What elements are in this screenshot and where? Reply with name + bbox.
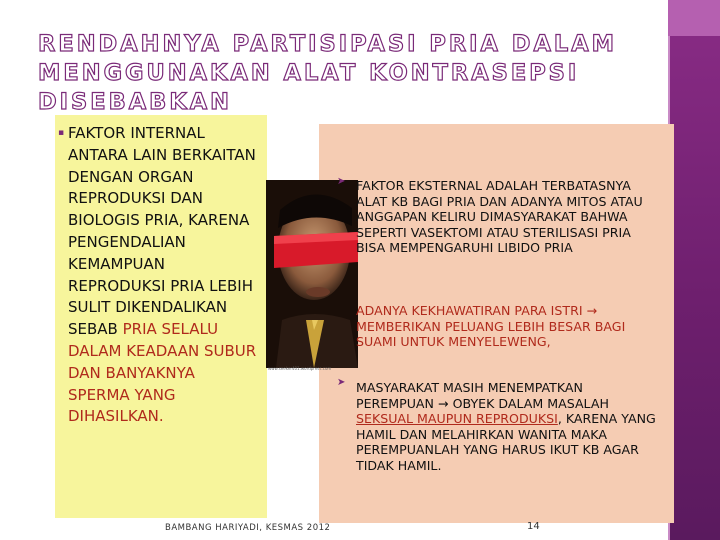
photo-caption: www.seeker401.wordpress.com (268, 366, 332, 371)
arrow-icon: → (586, 303, 598, 318)
square-bullet-icon: ▪ (58, 128, 65, 138)
left-text-main: FAKTOR INTERNAL ANTARA LAIN BERKAITAN DENGAN ORGAN REPRODUKSI DAN BIOLOGIS PRIA, KARENA PENGENDALIAN KEMAMPUAN REPRODUKSI PRIA LEBIH SULIT DIKENDALIKAN SEBAB (68, 124, 256, 339)
right-item-2 (356, 303, 656, 350)
slide-title: RENDAHNYA PARTISIPASI PRIA DALAM MENGGUNAKAN ALAT KONTRASEPSI DISEBABKAN (38, 31, 618, 115)
arrow-bullet-icon: ➤ (337, 176, 346, 187)
decorative-sidebar (668, 0, 720, 540)
right-item-2-a: ADANYA KEKHAWATIRAN PARA ISTRI (356, 303, 583, 318)
right-item-3-b: OBYEK DALAM MASALAH (452, 395, 609, 411)
blindfolded-man-photo (266, 180, 358, 368)
right-item-1: FAKTOR EKSTERNAL ADALAH TERBATASNYA ALAT KB BAGI PRIA DAN ADANYA MITOS ATAU ANGGAPAN KELIRU DIMASYARAKAT BAHWA SEPERTI VASEKTOMI ATAU STERILISASI PRIA BISA MEMPENGARUHI LIBIDO PRIA (356, 178, 643, 255)
footer-author: BAMBANG HARIYADI, KESMAS 2012 (165, 523, 331, 533)
right-item-3-c: , KARENA YANG HAMIL DAN MELAHIRKAN WANITA MAKA PEREMPUANLAH YANG HARUS IKUT KB AGAR TIDAK HAMIL. (356, 411, 656, 473)
right-item-2-b: MEMBERIKAN PELUANG LEBIH BESAR BAGI SUAMI UNTUK MENYELEWENG, (356, 318, 626, 349)
right-item-3-highlight: SEKSUAL MAUPUN REPRODUKSI (356, 411, 558, 426)
right-item-3-a: MASYARAKAT MASIH MENEMPATKAN PEREMPUAN (356, 380, 583, 411)
arrow-bullet-icon: ➤ (337, 377, 346, 388)
arrow-icon: → (438, 395, 449, 411)
right-item-3 (356, 380, 656, 473)
page-number: 14 (527, 521, 540, 532)
left-text-highlight: PRIA SELALU DALAM KEADAAN SUBUR DAN BANYAKNYA SPERMA YANG DIHASILKAN. (68, 320, 257, 426)
left-text (68, 123, 258, 428)
decorative-sidebar-top (668, 0, 720, 36)
photo-illustration (266, 180, 358, 368)
